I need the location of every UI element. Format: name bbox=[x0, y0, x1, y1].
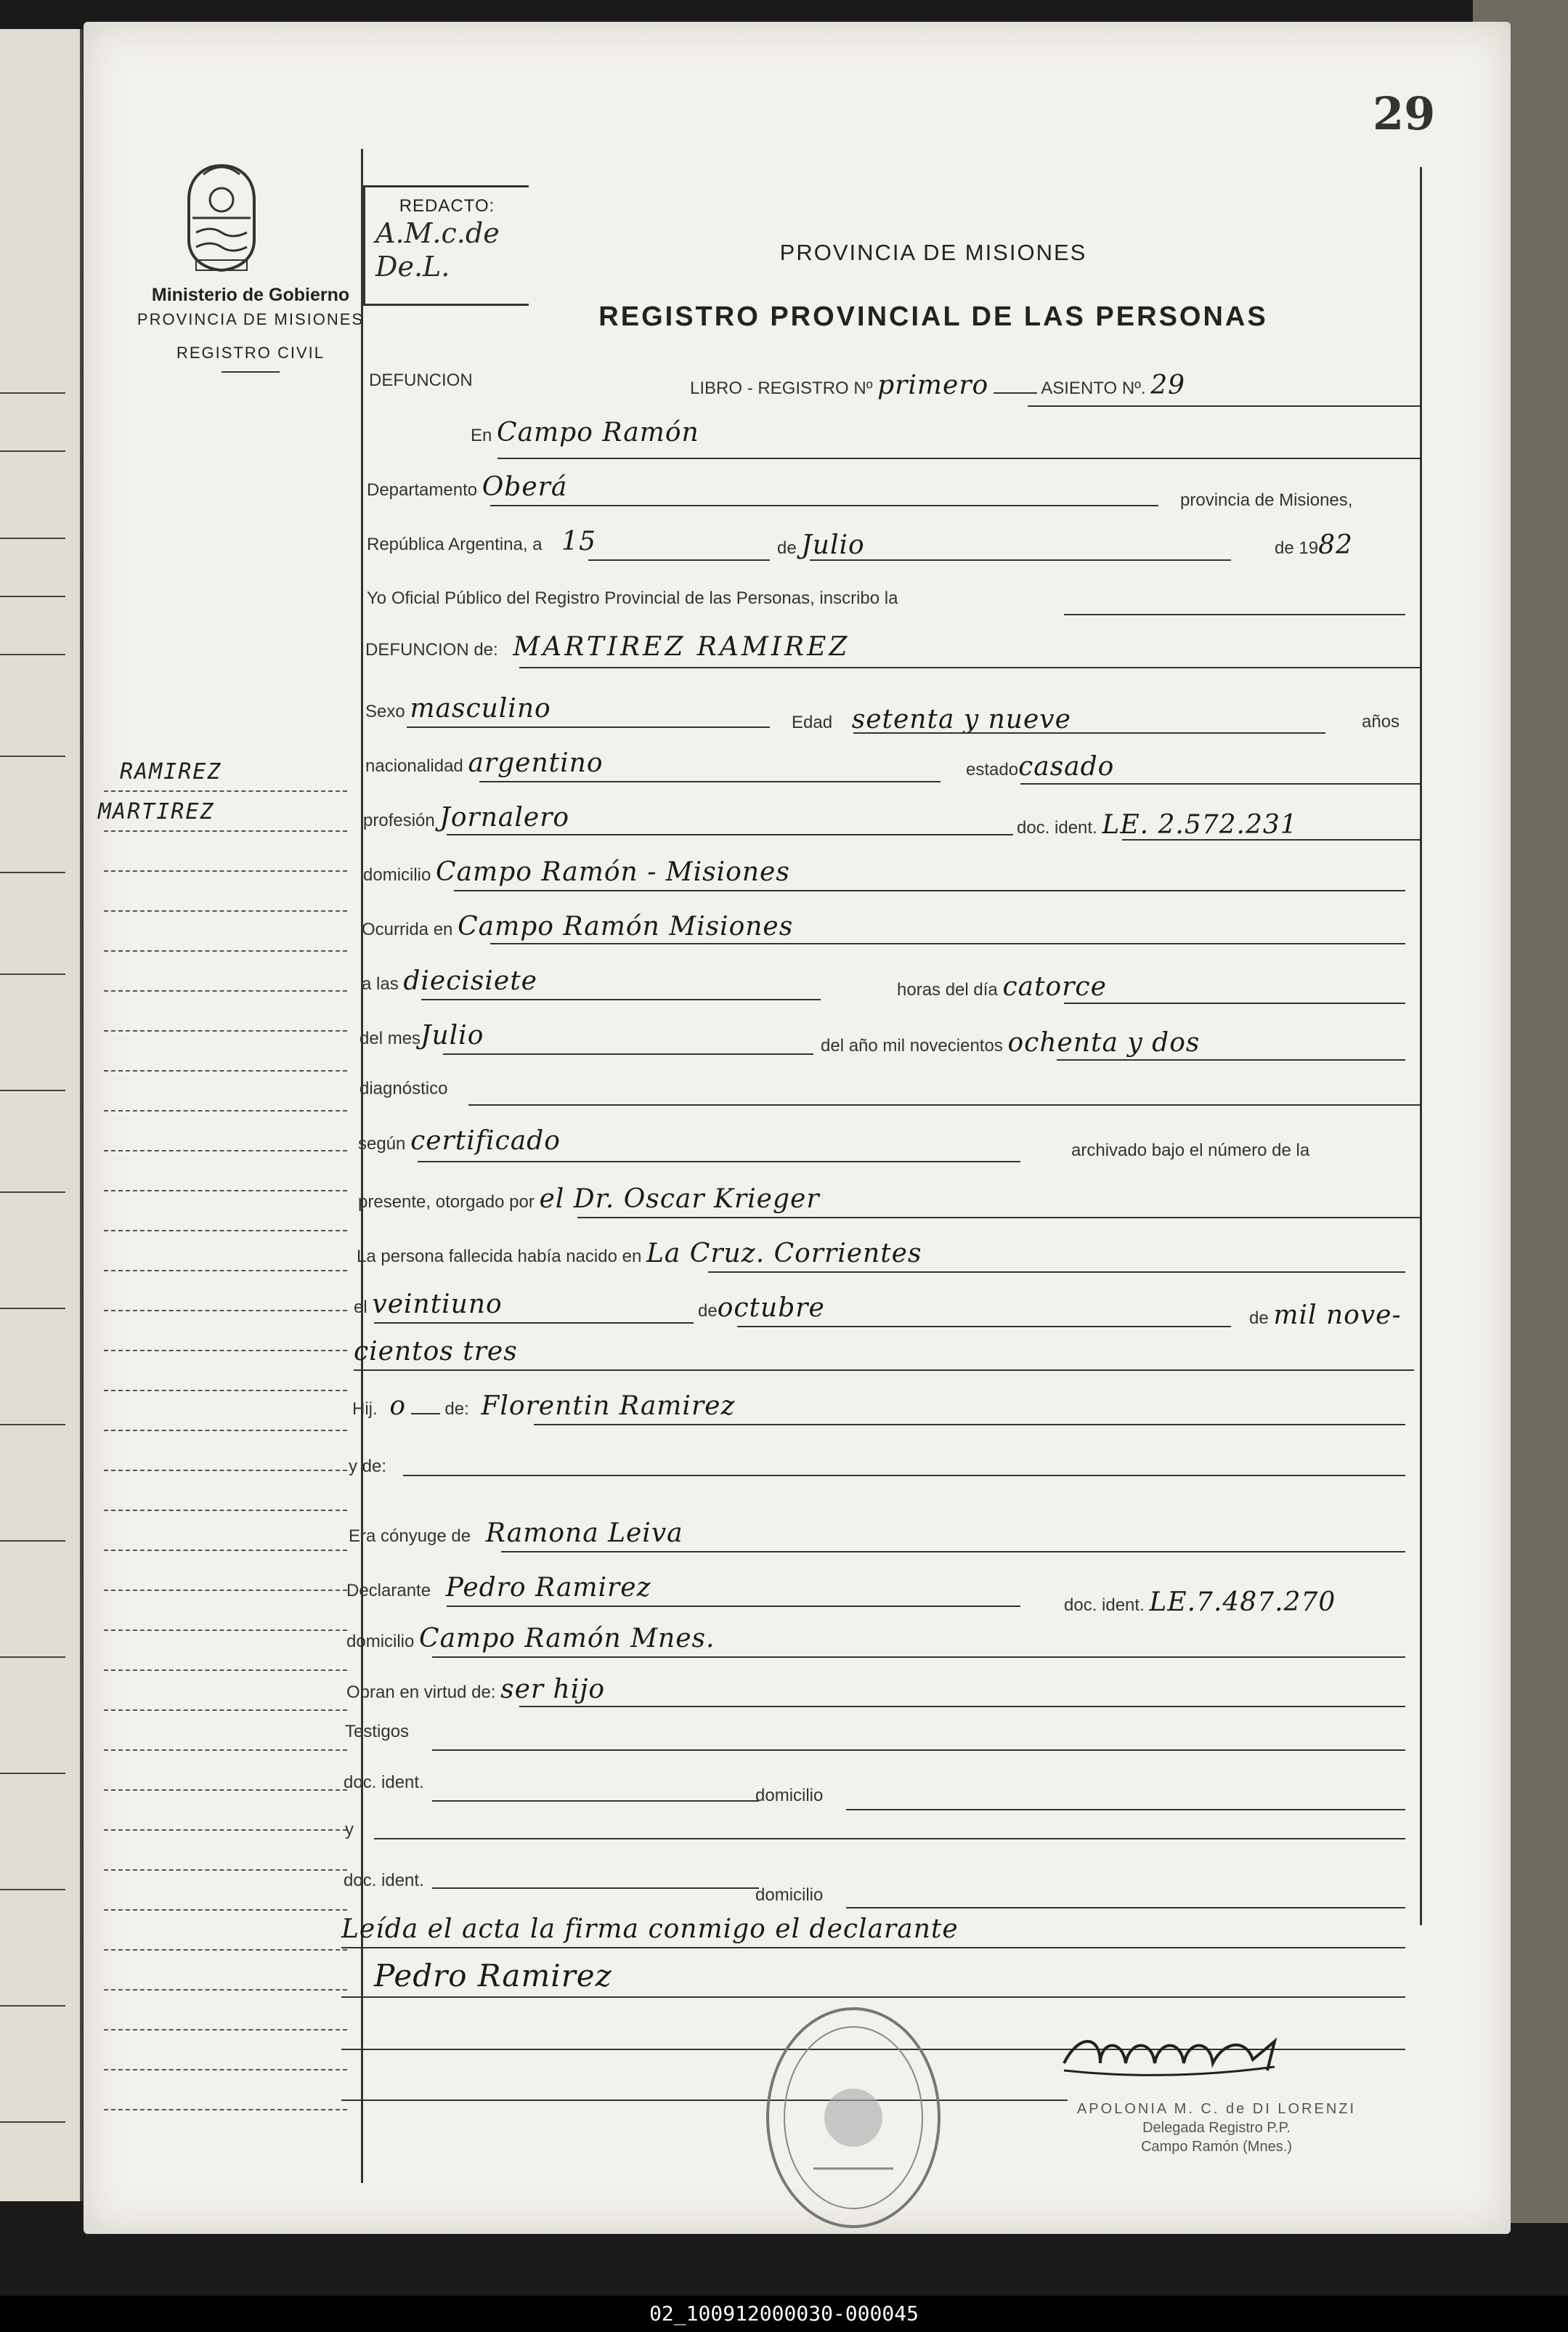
y-de-label: y de: bbox=[349, 1457, 387, 1476]
title-registry: REGISTRO PROVINCIAL DE LAS PERSONAS bbox=[598, 301, 1268, 332]
conyuge-value: Ramona Leiva bbox=[485, 1518, 683, 1548]
diagnostico-label: diagnóstico bbox=[359, 1079, 448, 1098]
defuncion-de-row bbox=[365, 632, 850, 662]
official-name: APOLONIA M. C. de DI LORENZI bbox=[1076, 2101, 1357, 2117]
presente-label: presente, otorgado por bbox=[358, 1192, 535, 1212]
oficial-text: Yo Oficial Público del Registro Provincial de las Personas, inscribo la bbox=[367, 588, 898, 608]
sexo-row bbox=[365, 694, 551, 724]
decl-doc-row bbox=[1064, 1587, 1336, 1617]
nac-anio-1: mil nove- bbox=[1273, 1300, 1402, 1330]
official-block bbox=[1013, 2100, 1420, 2156]
cierre-text: Leída el acta la firma conmigo el declarante bbox=[341, 1914, 959, 1944]
nac-anio-row bbox=[1249, 1300, 1402, 1330]
official-place: Campo Ramón (Mnes.) bbox=[1141, 2139, 1292, 2155]
decl-doc-value: LE.7.487.270 bbox=[1149, 1587, 1336, 1617]
doc-value: LE. 2.572.231 bbox=[1102, 810, 1298, 840]
hijo-label: Hij. bbox=[352, 1399, 378, 1419]
profesion-value: Jornalero bbox=[439, 803, 570, 833]
anio-row bbox=[1275, 530, 1353, 560]
redacto-line1: A.M.c.de bbox=[375, 217, 500, 249]
record-type: DEFUNCION bbox=[369, 371, 473, 390]
domicilio-row bbox=[363, 857, 790, 887]
estado-row bbox=[966, 752, 1114, 782]
archivado-label: archivado bajo el número de la bbox=[1071, 1141, 1310, 1160]
anio-fallec-value: ochenta y dos bbox=[1007, 1028, 1201, 1058]
right-vertical-rule bbox=[1420, 167, 1422, 1925]
estado-value: casado bbox=[1018, 752, 1115, 782]
estado-label: estado bbox=[966, 760, 1019, 780]
del-mes-label: del mes bbox=[359, 1029, 421, 1048]
anio-fallec-row bbox=[821, 1028, 1200, 1058]
fallecido-value: MARTIREZ RAMIREZ bbox=[513, 632, 850, 662]
obran-value: ser hijo bbox=[500, 1675, 606, 1704]
declarante-row bbox=[346, 1573, 651, 1603]
hora-value: diecisiete bbox=[403, 966, 537, 996]
obran-row bbox=[346, 1675, 605, 1704]
mes-value: Julio bbox=[801, 530, 865, 560]
asiento-label: ASIENTO Nº. bbox=[1041, 378, 1146, 398]
horas-label: horas del día bbox=[897, 980, 998, 1000]
sexo-label: Sexo bbox=[365, 702, 405, 721]
mes-fallec-value: Julio bbox=[421, 1021, 484, 1050]
otorgado-value: el Dr. Oscar Krieger bbox=[539, 1184, 820, 1214]
el-label: el bbox=[354, 1297, 367, 1317]
de-label: de bbox=[777, 538, 797, 558]
t-doc-label: doc. ident. bbox=[344, 1773, 424, 1792]
nac-anio-2: cientos tres bbox=[354, 1337, 518, 1367]
hora-row bbox=[362, 966, 537, 996]
doc-row bbox=[1017, 810, 1298, 840]
asiento-value: 29 bbox=[1150, 371, 1186, 400]
ministry-province: PROVINCIA DE MISIONES bbox=[137, 310, 365, 328]
ocurrida-label: Ocurrida en bbox=[362, 920, 453, 939]
anios-label: años bbox=[1362, 712, 1400, 732]
de-anio-label: de 19 bbox=[1275, 538, 1319, 558]
segun-row bbox=[358, 1126, 561, 1156]
anio-value: 82 bbox=[1318, 530, 1353, 560]
dia-fallec-row bbox=[897, 972, 1107, 1002]
margin-name-2: MARTIREZ bbox=[98, 799, 215, 825]
presente-row bbox=[358, 1184, 820, 1214]
nacido-label: La persona fallecida había nacido en bbox=[357, 1247, 642, 1266]
padre-value: Florentin Ramirez bbox=[481, 1391, 736, 1421]
hijo-de-label: de: bbox=[444, 1399, 469, 1419]
defuncion-de-label: DEFUNCION de: bbox=[365, 640, 498, 660]
ministry-name: Ministerio de Gobierno bbox=[151, 285, 350, 305]
coat-of-arms-icon bbox=[174, 160, 269, 276]
margin-line bbox=[104, 790, 347, 792]
nac-mes-row bbox=[698, 1293, 825, 1323]
lugar-row bbox=[471, 418, 699, 448]
domicilio-value: Campo Ramón - Misiones bbox=[436, 857, 790, 887]
nacionalidad-value: argentino bbox=[468, 748, 604, 778]
margin-name-1: RAMIREZ bbox=[120, 759, 222, 785]
declarante-label: Declarante bbox=[346, 1581, 431, 1600]
official-signature-icon bbox=[1057, 2027, 1289, 2085]
image-caption: 02_100912000030-000045 bbox=[0, 2296, 1568, 2332]
mes-row bbox=[777, 530, 865, 560]
libro-row bbox=[690, 371, 1185, 400]
nac-dia-value: veintiuno bbox=[372, 1290, 503, 1319]
nacionalidad-label: nacionalidad bbox=[365, 756, 463, 776]
t-domicilio-label: domicilio bbox=[755, 1786, 824, 1805]
edad-value: setenta y nueve bbox=[851, 705, 1071, 734]
declarante-value: Pedro Ramirez bbox=[445, 1573, 651, 1603]
hijo-sufijo: o bbox=[389, 1391, 407, 1421]
firma-row bbox=[374, 1958, 612, 1993]
en-label: En bbox=[471, 426, 492, 445]
sexo-value: masculino bbox=[410, 694, 551, 724]
nac-dia-row bbox=[354, 1290, 503, 1319]
dia-value: 15 bbox=[561, 527, 596, 556]
nac-anio-2-row bbox=[354, 1337, 518, 1367]
redacto-label: REDACTO: bbox=[399, 196, 495, 216]
t2-domicilio-label: domicilio bbox=[755, 1885, 824, 1905]
redacto-line2: De.L. bbox=[375, 251, 450, 283]
testigos-label: Testigos bbox=[345, 1722, 410, 1741]
edad-label: Edad bbox=[792, 713, 833, 732]
conyuge-label: Era cónyuge de bbox=[349, 1526, 471, 1546]
hijo-row bbox=[352, 1391, 735, 1421]
redacto-box bbox=[363, 185, 529, 306]
provincia-label: provincia de Misiones, bbox=[1180, 490, 1353, 510]
cierre-row bbox=[341, 1914, 959, 1944]
profesion-row bbox=[363, 803, 569, 833]
edad-row bbox=[792, 705, 1071, 734]
doc-label: doc. ident. bbox=[1017, 818, 1097, 838]
nac-mes-value: octubre bbox=[717, 1293, 825, 1323]
y-label: y bbox=[345, 1820, 354, 1839]
page-number: 29 bbox=[1373, 87, 1436, 140]
dia-fallec-value: catorce bbox=[1002, 972, 1107, 1002]
conyuge-row bbox=[349, 1518, 683, 1548]
libro-label: LIBRO - REGISTRO Nº bbox=[690, 378, 873, 398]
official-stamp-icon bbox=[763, 2001, 944, 2234]
libro-value: primero bbox=[877, 371, 989, 400]
obran-label: Obran en virtud de: bbox=[346, 1683, 496, 1702]
nac-de-label: de bbox=[698, 1301, 718, 1321]
ocurrida-value: Campo Ramón Misiones bbox=[458, 912, 794, 942]
profesion-label: profesión bbox=[363, 811, 435, 830]
decl-domicilio-row bbox=[346, 1624, 715, 1653]
t2-doc-label: doc. ident. bbox=[344, 1871, 424, 1890]
departamento-row bbox=[367, 472, 567, 502]
firma-declarante: Pedro Ramirez bbox=[374, 1958, 612, 1993]
ministry-registry: REGISTRO CIVIL bbox=[113, 344, 389, 373]
nac-de-mil-label: de bbox=[1249, 1308, 1269, 1328]
mes-fallec-row bbox=[359, 1021, 484, 1050]
nacido-row bbox=[357, 1239, 922, 1268]
departamento-label: Departamento bbox=[367, 480, 478, 500]
segun-value: certificado bbox=[410, 1126, 561, 1156]
republica-label: República Argentina, a bbox=[367, 535, 543, 554]
fecha-row bbox=[367, 527, 596, 556]
a-las-label: a las bbox=[362, 974, 399, 994]
decl-domicilio-value: Campo Ramón Mnes. bbox=[419, 1624, 715, 1653]
ministry-heading bbox=[113, 285, 389, 373]
nacido-value: La Cruz. Corrientes bbox=[646, 1239, 922, 1268]
nacionalidad-row bbox=[365, 748, 604, 778]
decl-doc-label: doc. ident. bbox=[1064, 1595, 1145, 1615]
departamento-value: Oberá bbox=[482, 472, 568, 502]
official-title: Delegada Registro P.P. bbox=[1142, 2120, 1291, 2136]
anio-label: del año mil novecientos bbox=[821, 1036, 1003, 1056]
segun-label: según bbox=[358, 1134, 406, 1154]
ocurrida-row bbox=[362, 912, 793, 942]
register-page bbox=[84, 22, 1511, 2234]
lugar-value: Campo Ramón bbox=[497, 418, 699, 448]
left-page-edge bbox=[0, 29, 83, 2201]
title-province: PROVINCIA DE MISIONES bbox=[779, 240, 1087, 265]
decl-domicilio-label: domicilio bbox=[346, 1632, 415, 1651]
domicilio-label: domicilio bbox=[363, 865, 431, 885]
